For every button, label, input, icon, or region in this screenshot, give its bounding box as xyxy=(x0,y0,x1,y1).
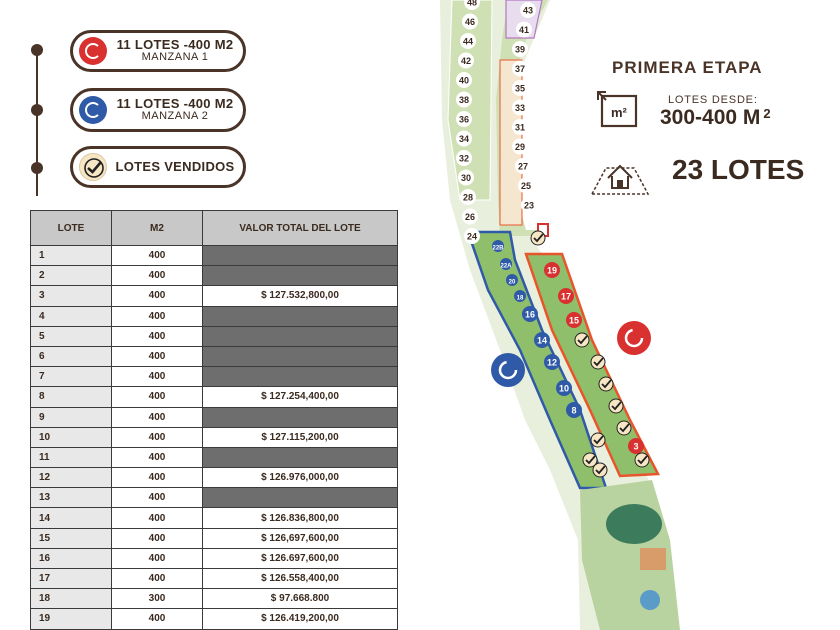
cell-valor-sold xyxy=(203,407,398,427)
cell-valor-sold xyxy=(203,367,398,387)
timeline-dot xyxy=(31,44,43,56)
cell-m2: 300 xyxy=(112,589,203,609)
cell-lote: 3 xyxy=(31,286,112,306)
cell-m2: 400 xyxy=(112,427,203,447)
lot-label: 19 xyxy=(546,265,558,276)
header-lote: LOTE xyxy=(31,211,112,246)
sold-check-icon xyxy=(617,421,631,435)
lot-label: 35 xyxy=(514,83,526,94)
lot-label: 22B xyxy=(492,245,504,252)
lotes-desde-range: 300-400 M xyxy=(660,106,761,129)
cell-lote: 13 xyxy=(31,488,112,508)
total-lotes: 23 LOTES xyxy=(672,154,805,185)
cell-m2: 400 xyxy=(112,468,203,488)
table-row xyxy=(31,246,398,266)
table-row xyxy=(31,528,398,548)
legend-manzana-1 xyxy=(70,30,246,72)
manzana-1-badge xyxy=(616,320,652,356)
etapa-title: PRIMERA ETAPA xyxy=(612,58,763,77)
legend-sold-label: LOTES VENDIDOS xyxy=(115,159,235,175)
lot-label: 28 xyxy=(462,192,474,203)
sold-check-icon xyxy=(593,463,607,477)
table-row xyxy=(31,508,398,528)
lot-label: 3 xyxy=(633,441,639,452)
lot-label: 32 xyxy=(458,153,470,164)
house-lot-icon xyxy=(584,148,656,198)
cell-valor-sold xyxy=(203,488,398,508)
cell-valor: $ 126.976,000,00 xyxy=(203,468,398,488)
lot-label: 37 xyxy=(514,64,526,74)
cell-valor: $ 126.836,800,00 xyxy=(203,508,398,528)
cell-m2: 400 xyxy=(112,326,203,346)
cell-lote: 9 xyxy=(31,407,112,427)
building xyxy=(640,548,666,570)
table-row xyxy=(31,488,398,508)
cell-m2: 400 xyxy=(112,508,203,528)
table-row xyxy=(31,346,398,366)
legend-sold xyxy=(70,146,246,188)
lot-label: 29 xyxy=(514,142,526,152)
legend-manzana-1-line2: MANZANA 1 xyxy=(141,51,209,64)
lot-label: 42 xyxy=(460,56,472,66)
cell-valor-sold xyxy=(203,447,398,467)
cell-lote: 1 xyxy=(31,246,112,266)
lot-label: 40 xyxy=(458,75,470,86)
table-row xyxy=(31,589,398,609)
sold-check-icon xyxy=(635,453,649,467)
lot-label: 30 xyxy=(460,173,472,183)
lot-label: 38 xyxy=(458,95,470,105)
cell-lote: 10 xyxy=(31,427,112,447)
cell-lote: 7 xyxy=(31,367,112,387)
lotes-desde-sup: 2 xyxy=(763,106,771,121)
cell-m2: 400 xyxy=(112,548,203,568)
check-icon xyxy=(79,153,107,181)
lot-label: 8 xyxy=(571,405,577,416)
legend-manzana-2-line1: 11 LOTES -400 M2 xyxy=(116,96,234,112)
cell-m2: 400 xyxy=(112,346,203,366)
cell-valor: $ 127.532,800,00 xyxy=(203,286,398,306)
table-row xyxy=(31,407,398,427)
legend-manzana-2 xyxy=(70,88,246,132)
table-row xyxy=(31,286,398,306)
cell-m2: 400 xyxy=(112,488,203,508)
cell-valor-sold xyxy=(203,326,398,346)
lot-label: 12 xyxy=(546,357,558,368)
table-row xyxy=(31,609,398,629)
lot-label: 33 xyxy=(514,103,526,113)
cell-m2: 400 xyxy=(112,306,203,326)
cell-valor: $ 126.419,200,00 xyxy=(203,609,398,629)
cell-lote: 15 xyxy=(31,528,112,548)
lotes-desde-value xyxy=(660,106,771,130)
lot-label: 39 xyxy=(514,44,526,55)
lot-label: 34 xyxy=(458,134,470,144)
cell-lote: 5 xyxy=(31,326,112,346)
table-row xyxy=(31,367,398,387)
lot-label: 20 xyxy=(508,279,516,286)
lot-label: 16 xyxy=(524,309,536,320)
lotes-desde-label: LOTES DESDE: xyxy=(668,94,758,106)
sold-check-icon xyxy=(531,231,545,245)
cell-lote: 11 xyxy=(31,447,112,467)
lot-label: 36 xyxy=(458,114,470,125)
sold-check-icon xyxy=(599,377,613,391)
cell-valor: $ 126.558,400,00 xyxy=(203,569,398,589)
cell-m2: 400 xyxy=(112,528,203,548)
legend-manzana-2-line2: MANZANA 2 xyxy=(141,110,209,123)
lot-label: 44 xyxy=(462,36,474,47)
cell-lote: 19 xyxy=(31,609,112,629)
cell-m2: 400 xyxy=(112,246,203,266)
table-row xyxy=(31,387,398,407)
cell-valor: $ 97.668.800 xyxy=(203,589,398,609)
lot-label: 25 xyxy=(520,181,532,191)
table-row xyxy=(31,306,398,326)
cell-valor-sold xyxy=(203,246,398,266)
cell-lote: 17 xyxy=(31,569,112,589)
lot-label: 43 xyxy=(522,5,534,16)
red-swirl-icon xyxy=(79,37,107,65)
cell-m2: 400 xyxy=(112,407,203,427)
cell-lote: 14 xyxy=(31,508,112,528)
lot-label: 15 xyxy=(568,315,580,326)
timeline-dot xyxy=(31,104,43,116)
cell-lote: 2 xyxy=(31,266,112,286)
cell-m2: 400 xyxy=(112,286,203,306)
cell-valor: $ 126.697,600,00 xyxy=(203,548,398,568)
cell-valor: $ 127.254,400,00 xyxy=(203,387,398,407)
lot-label: 14 xyxy=(536,335,548,346)
cell-m2: 400 xyxy=(112,387,203,407)
lot-label: 46 xyxy=(464,17,476,27)
lot-label: 27 xyxy=(517,161,529,172)
table-row xyxy=(31,427,398,447)
header-m2: M2 xyxy=(112,211,203,246)
cell-lote: 16 xyxy=(31,548,112,568)
blue-swirl-icon xyxy=(79,96,107,124)
lot-label: 41 xyxy=(518,25,530,35)
cell-m2: 400 xyxy=(112,367,203,387)
cell-valor-sold xyxy=(203,346,398,366)
cell-lote: 12 xyxy=(31,468,112,488)
sold-check-icon xyxy=(591,433,605,447)
cell-lote: 8 xyxy=(31,387,112,407)
sold-check-icon xyxy=(609,399,623,413)
cell-m2: 400 xyxy=(112,569,203,589)
lot-label: 31 xyxy=(514,122,526,133)
area-icon-label: m² xyxy=(611,105,627,120)
cell-lote: 18 xyxy=(31,589,112,609)
cell-lote: 4 xyxy=(31,306,112,326)
manzana-2-badge xyxy=(490,352,526,388)
cell-valor: $ 127.115,200,00 xyxy=(203,427,398,447)
table-row xyxy=(31,266,398,286)
cell-m2: 400 xyxy=(112,447,203,467)
lot-label: 10 xyxy=(558,383,570,394)
area-icon xyxy=(596,90,640,130)
header-valor: VALOR TOTAL DEL LOTE xyxy=(203,211,398,246)
lot-label: 24 xyxy=(466,231,478,242)
table-row xyxy=(31,447,398,467)
sold-check-icon xyxy=(591,355,605,369)
table-row xyxy=(31,326,398,346)
table-row xyxy=(31,548,398,568)
timeline-dot xyxy=(31,162,43,174)
cell-m2: 400 xyxy=(112,609,203,629)
cell-valor-sold xyxy=(203,266,398,286)
site-map xyxy=(430,0,690,630)
lot-label: 18 xyxy=(516,295,524,302)
lot-label: 48 xyxy=(466,0,478,8)
cell-lote: 6 xyxy=(31,346,112,366)
lot-label: 17 xyxy=(560,291,572,302)
legend-manzana-1-line1: 11 LOTES -400 M2 xyxy=(116,37,234,53)
lot-label: 26 xyxy=(464,212,476,222)
lots-table xyxy=(30,210,398,630)
cell-valor-sold xyxy=(203,306,398,326)
pool xyxy=(640,590,660,610)
lot-label: 23 xyxy=(523,200,535,211)
table-row xyxy=(31,468,398,488)
lot-label: 22A xyxy=(500,263,512,270)
pond xyxy=(606,504,662,544)
table-row xyxy=(31,569,398,589)
sold-check-icon xyxy=(575,333,589,347)
cell-valor: $ 126,697,600,00 xyxy=(203,528,398,548)
cell-m2: 400 xyxy=(112,266,203,286)
